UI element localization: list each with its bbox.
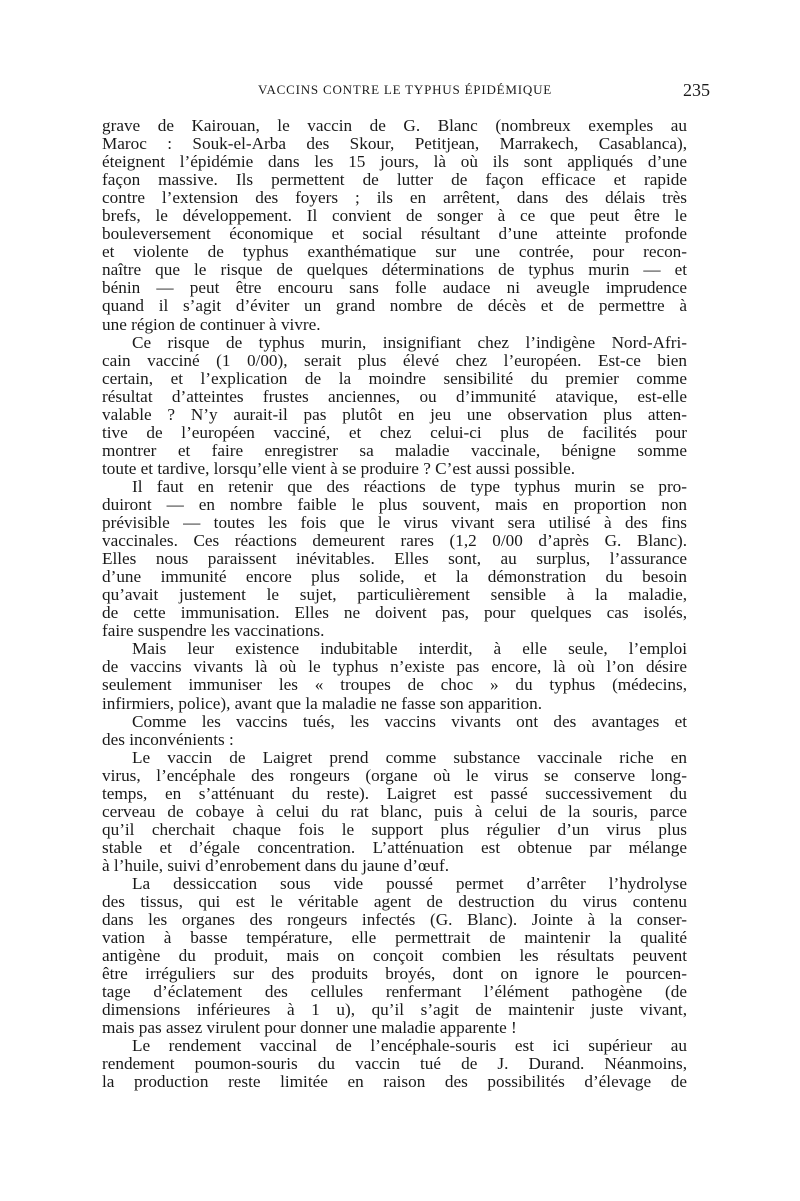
text-line: La dessiccation sous vide poussé permet d’arrêter l’hydrolyse [132,873,687,893]
text-line: à l’huile, suivi d’enrobement dans du jaune d’œuf. [102,855,449,875]
text-line: vation à basse température, elle permettrait de maintenir la qualité [102,928,687,948]
text-line: dimensions inférieures à 1 u), qu’il s’agit de maintenir juste vivant, [102,1000,687,1020]
text-line: éteignent l’épidémie dans les 15 jours, là où ils sont appliqués d’une [102,152,687,172]
text-line: naître que le risque de quelques déterminations de typhus murin — et [102,260,687,280]
text-line: Il faut en retenir que des réactions de type typhus murin se pro- [132,476,687,496]
text-line: une région de continuer à vivre. [102,314,321,334]
text-line: de vaccins vivants là où le typhus n’existe pas encore, là où l’on désire [102,657,687,677]
text-line: être irréguliers sur des produits broyés, dont on ignore le pourcen- [102,964,687,984]
text-line: tage d’éclatement des cellules renfermant l’élément pathogène (de [102,982,687,1002]
text-line: et violente de typhus exanthématique sur une contrée, pour recon- [102,242,687,262]
text-line: des tissus, qui est le véritable agent de destruction du virus contenu [102,892,687,912]
text-line: qu’il cherchait chaque fois le support plus régulier d’un virus plus [102,819,687,839]
text-line: montrer et faire enregistrer sa maladie vaccinale, bénigne somme [102,440,687,460]
text-line: la production reste limitée en raison des possibilités d’élevage de [102,1072,687,1092]
text-line: prévisible — toutes les fois que le virus vivant sera utilisé à des fins [102,513,687,533]
text-line: tive de l’européen vacciné, et chez celui-ci plus de facilités pour [102,422,687,442]
text-line: seulement immuniser les « troupes de choc » du typhus (médecins, [102,675,687,695]
text-line: des inconvénients : [102,729,234,749]
text-line: façon massive. Ils permettent de lutter de façon efficace et rapide [102,170,687,190]
text-line: duiront — en nombre faible le plus souvent, mais en proportion non [102,494,687,514]
text-line: faire suspendre les vaccinations. [102,621,325,641]
text-line: vaccinales. Ces réactions demeurent rares (1,2 0/00 d’après G. Blanc). [102,531,687,551]
text-line: rendement poumon-souris du vaccin tué de J. Durand. Néanmoins, [102,1054,687,1074]
text-line: certain, et l’explication de la moindre sensibilité du premier comme [102,368,687,388]
text-line: quand il s’agit d’éviter un grand nombre de décès et de permettre à [102,296,687,316]
page-number: 235 [683,80,710,100]
text-line: temps, en s’atténuant du reste). Laigret est passé successivement du [102,783,687,803]
text-line: de cette immunisation. Elles ne doivent pas, pour quelques cas isolés, [102,603,687,623]
text-line: qu’avait justement le sujet, particulièrement sensible à la maladie, [102,585,687,605]
text-line: antigène du produit, mais on conçoit combien les résultats peuvent [102,946,687,966]
text-line: Comme les vaccins tués, les vaccins vivants ont des avantages et [132,711,687,731]
text-line: stable et d’égale concentration. L’atténuation est obtenue par mélange [102,837,687,857]
text-line: valable ? N’y aurait-il pas plutôt en jeu une observation plus atten- [102,404,687,424]
running-header [100,80,710,104]
text-line: Le rendement vaccinal de l’encéphale-souris est ici supérieur au [132,1036,687,1056]
text-line: bouleversement économique et social résultant d’une atteinte profonde [102,224,687,244]
text-line: Le vaccin de Laigret prend comme substance vaccinale riche en [132,747,687,767]
text-line: Ce risque de typhus murin, insignifiant chez l’indigène Nord-Afri- [132,332,687,352]
text-line: bénin — peut être encouru sans folle audace ni aveugle imprudence [102,278,687,298]
text-line: d’une immunité encore plus solide, et la démonstration du besoin [102,567,687,587]
text-line: infirmiers, police), avant que la maladie ne fasse son apparition. [102,693,543,713]
body-text [102,117,687,1092]
text-line: brefs, le développement. Il convient de songer à ce que peut être le [102,206,687,226]
text-line: résultat d’atteintes frustes anciennes, ou d’immunité atavique, est-elle [102,386,687,406]
text-line: Elles nous paraissent inévitables. Elles sont, au surplus, l’assurance [102,549,687,569]
text-line: Mais leur existence indubitable interdit, à elle seule, l’emploi [132,639,687,659]
text-line: toute et tardive, lorsqu’elle vient à se produire ? C’est aussi possible. [102,458,576,478]
text-line: mais pas assez virulent pour donner une maladie apparente ! [102,1018,517,1038]
text-line: virus, l’encéphale des rongeurs (organe où le virus se conserve long- [102,765,687,785]
running-title: VACCINS CONTRE LE TYPHUS ÉPIDÉMIQUE [257,82,553,97]
text-line: grave de Kairouan, le vaccin de G. Blanc (nombreux exemples au [102,116,687,135]
text-line: Maroc : Souk-el-Arba des Skour, Petitjean, Marrakech, Casablanca), [102,134,687,154]
text-line: cain vacciné (1 0/00), serait plus élevé chez l’européen. Est-ce bien [102,350,687,370]
text-line: dans les organes des rongeurs infectés (G. Blanc). Jointe à la conser- [102,910,687,930]
text-line: contre l’extension des foyers ; ils en arrêtent, dans des délais très [102,188,687,208]
text-line: cerveau de cobaye à celui du rat blanc, puis à celui de la souris, parce [102,801,687,821]
